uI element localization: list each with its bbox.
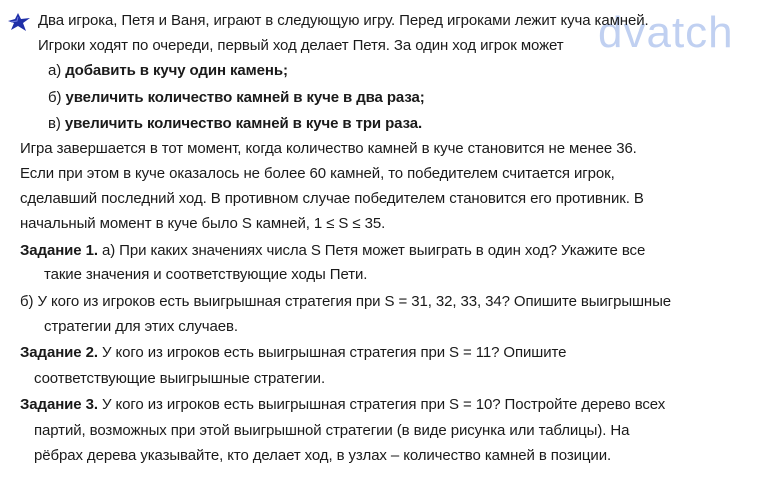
rules-line-4: начальный момент в куче было S камней, 1 ≤ S ≤ 35. <box>20 215 386 232</box>
rules-line-3: сделавший последний ход. В противном случае победителем становится его противник. В <box>20 190 644 207</box>
move-letter: б) <box>48 89 62 106</box>
task1-text: а) При каких значениях числа S Петя может выиграть в один ход? Укажите все <box>97 242 646 259</box>
rules-line-2: Если при этом в куче оказалось не более 60 камней, то победителем считается игрок, <box>20 165 615 182</box>
task2-line-2: соответствующие выигрышные стратегии. <box>34 370 326 387</box>
watermark: dvatch <box>598 8 734 57</box>
task1-line-2: такие значения и соответствующие ходы Пети. <box>44 266 368 283</box>
task1-label: Задание 1. <box>20 242 98 259</box>
task2-text: У кого из игроков есть выигрышная стратегия при S = 11? Опишите <box>97 344 567 361</box>
move-text: увеличить количество камней в куче в три раза. <box>64 115 423 132</box>
task3-label: Задание 3. <box>20 396 98 413</box>
intro-line-1: Два игрока, Петя и Ваня, играют в следующую игру. Перед игроками лежит куча камней. <box>38 12 649 29</box>
move-letter: а) <box>48 62 62 79</box>
task1-line-1 <box>20 242 645 260</box>
task1-b-line-1: б) У кого из игроков есть выигрышная стратегия при S = 31, 32, 33, 34? Опишите выигрышные <box>20 293 672 310</box>
move-a <box>48 62 288 80</box>
task2-line-1 <box>20 344 566 362</box>
move-c <box>48 115 422 133</box>
star-bullet-icon <box>6 12 32 32</box>
rules-line-1: Игра завершается в тот момент, когда количество камней в куче становится не менее 36. <box>20 140 637 157</box>
task1-b-line-2: стратегии для этих случаев. <box>44 318 238 335</box>
task3-line-2: партий, возможных при этой выигрышной стратегии (в виде рисунка или таблицы). На <box>34 422 630 439</box>
move-b <box>48 89 425 107</box>
intro-line-2: Игроки ходят по очереди, первый ход делает Петя. За один ход игрок может <box>38 37 564 54</box>
task2-label: Задание 2. <box>20 344 98 361</box>
task3-line-3: рёбрах дерева указывайте, кто делает ход, в узлах – количество камней в позиции. <box>34 447 612 464</box>
move-letter: в) <box>48 115 61 132</box>
task3-line-1 <box>20 396 665 414</box>
move-text: увеличить количество камней в куче в два раза; <box>65 89 425 106</box>
move-text: добавить в кучу один камень; <box>65 62 288 79</box>
task3-text: У кого из игроков есть выигрышная стратегия при S = 10? Постройте дерево всех <box>97 396 666 413</box>
